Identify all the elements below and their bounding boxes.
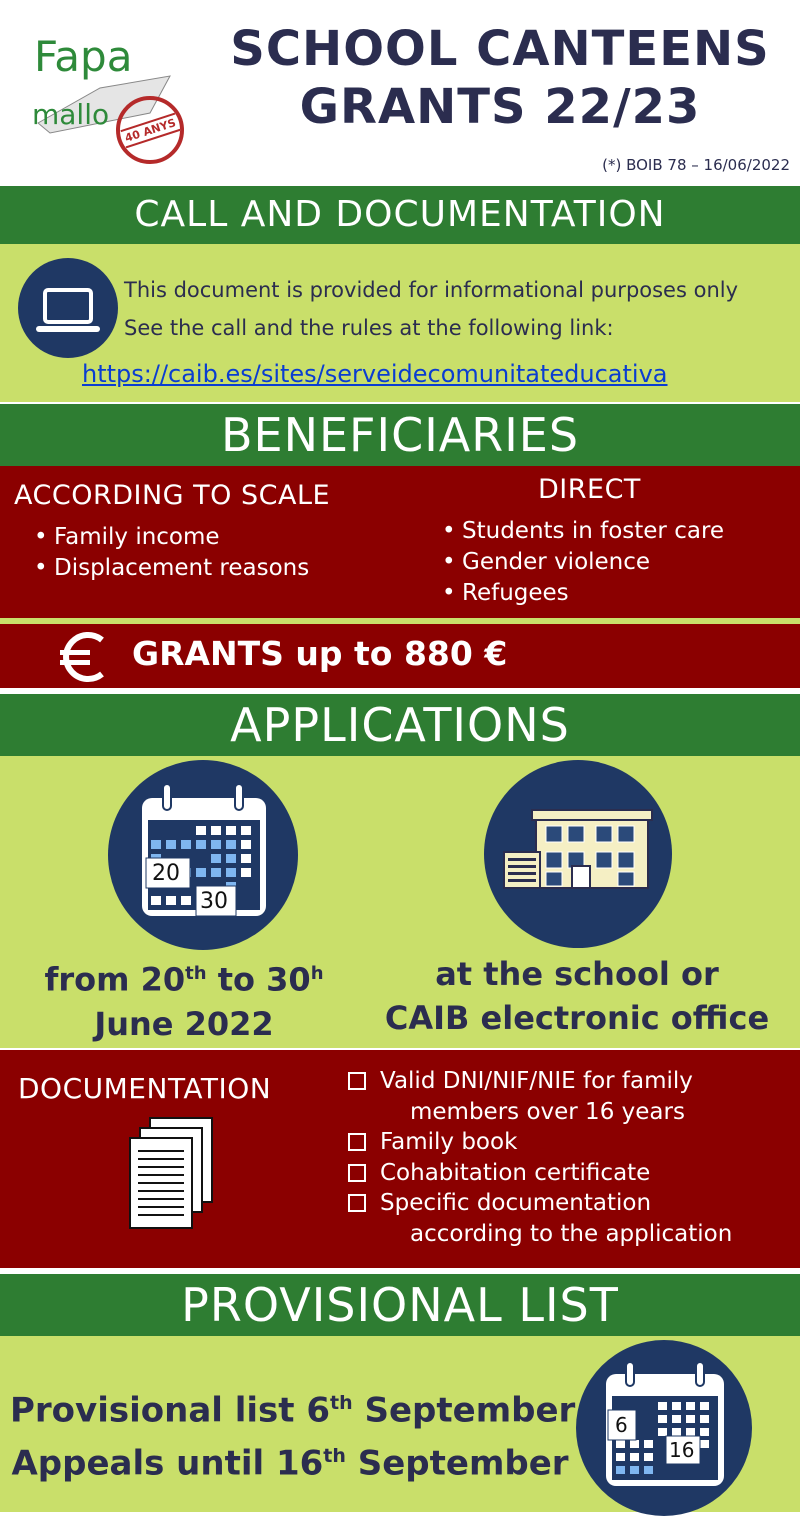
scale-heading: ACCORDING TO SCALE bbox=[14, 480, 331, 511]
logo-text-secondary: mallo bbox=[32, 98, 110, 131]
laptop-icon bbox=[18, 258, 118, 358]
applications-section bbox=[0, 756, 800, 1048]
call-heading: CALL AND DOCUMENTATION bbox=[134, 194, 666, 235]
application-dates-line-2: June 2022 bbox=[94, 1004, 274, 1043]
application-dates-line-1: from 20th to 30$^h$ bbox=[44, 960, 324, 999]
list-item: Valid DNI/NIF/NIE for family members over 16 years bbox=[346, 1066, 732, 1127]
provisional-dates bbox=[10, 1380, 576, 1487]
grants-band bbox=[0, 624, 800, 688]
call-link[interactable]: https://caib.es/sites/serveidecomunitateducativa bbox=[82, 360, 668, 388]
documentation-section bbox=[0, 1050, 800, 1268]
logo-text: Fapa bbox=[34, 32, 133, 81]
calendar-icon bbox=[576, 1340, 752, 1516]
euro-icon bbox=[56, 630, 112, 684]
documentation-heading: DOCUMENTATION bbox=[18, 1072, 272, 1105]
documents-icon bbox=[126, 1116, 216, 1234]
grants-amount: GRANTS up to 880 € bbox=[132, 634, 508, 673]
beneficiaries-header bbox=[0, 404, 800, 466]
application-place-line-1: at the school or bbox=[435, 955, 719, 993]
beneficiaries-section bbox=[0, 466, 800, 618]
fapa-logo bbox=[30, 28, 195, 168]
school-building-icon bbox=[484, 760, 672, 948]
info-line-2: See the call and the rules at the following link: bbox=[124, 316, 614, 340]
calendar-start-day: 6 bbox=[615, 1413, 628, 1437]
provisional-line-2: Appeals until 16th September bbox=[11, 1443, 569, 1484]
application-place bbox=[360, 952, 794, 1040]
list-item: • Students in foster care bbox=[440, 516, 724, 547]
seal-text: 40 ANYS bbox=[120, 112, 180, 148]
beneficiaries-heading: BENEFICIARIES bbox=[220, 408, 580, 462]
title-line-2: GRANTS 22/23 bbox=[299, 79, 701, 135]
boib-reference: (*) BOIB 78 – 16/06/2022 bbox=[602, 156, 790, 174]
list-item: Family book bbox=[346, 1127, 732, 1158]
list-item: • Displacement reasons bbox=[32, 553, 309, 584]
list-item: • Refugees bbox=[440, 578, 724, 609]
provisional-heading: PROVISIONAL LIST bbox=[181, 1278, 619, 1332]
calendar-end-day: 16 bbox=[669, 1438, 695, 1462]
provisional-section bbox=[0, 1336, 800, 1512]
documentation-list bbox=[346, 1066, 732, 1249]
info-line-1: This document is provided for informational purposes only bbox=[124, 278, 739, 302]
application-place-line-2: CAIB electronic office bbox=[384, 999, 770, 1037]
scale-list bbox=[32, 522, 309, 584]
list-item: • Gender violence bbox=[440, 547, 724, 578]
direct-list bbox=[440, 516, 724, 609]
anniversary-seal bbox=[116, 96, 184, 164]
provisional-header bbox=[0, 1274, 800, 1336]
list-item: Cohabitation certificate bbox=[346, 1158, 732, 1189]
calendar-start-day: 20 bbox=[152, 861, 180, 886]
call-section bbox=[0, 244, 800, 402]
list-item: Specific documentation according to the application bbox=[346, 1188, 732, 1249]
application-dates bbox=[0, 952, 368, 1046]
applications-heading: APPLICATIONS bbox=[230, 698, 570, 752]
applications-header bbox=[0, 694, 800, 756]
page-title bbox=[200, 20, 800, 136]
title-line-1: SCHOOL CANTEENS bbox=[230, 21, 770, 77]
list-item: • Family income bbox=[32, 522, 309, 553]
calendar-end-day: 30 bbox=[200, 889, 228, 914]
calendar-icon bbox=[108, 760, 298, 950]
call-section-header bbox=[0, 186, 800, 244]
provisional-line-1: Provisional list 6th September bbox=[10, 1390, 576, 1431]
direct-heading: DIRECT bbox=[538, 474, 641, 505]
